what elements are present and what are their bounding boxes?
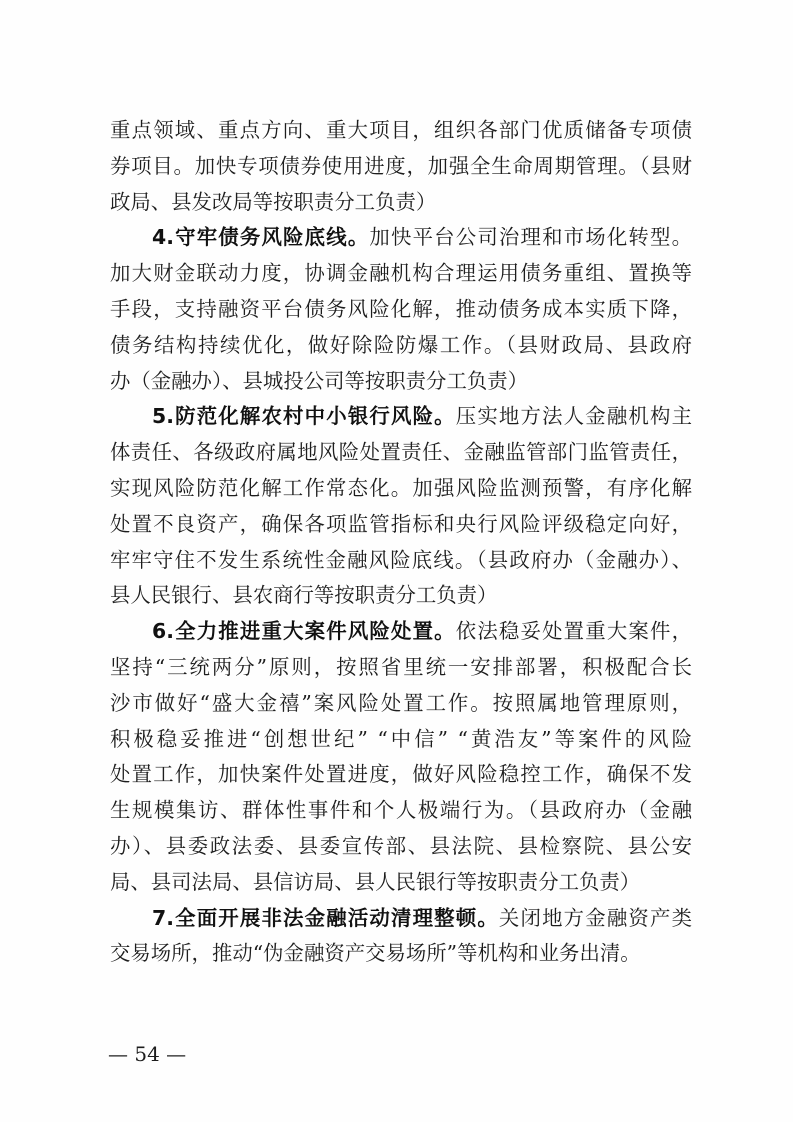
text-line: 加大财金联动力度，协调金融机构合理运用债务重组、置换等 (110, 261, 692, 286)
paragraph-4-first-line (110, 220, 692, 256)
paragraph-7-lead: 关闭地方金融资产类 (498, 905, 692, 930)
paragraph-5-first-line (110, 399, 692, 435)
text-line: 坚持“三统两分”原则，按照省里统一安排部署，积极配合长 (110, 654, 692, 679)
paragraph-6-lead: 依法稳妥处置重大案件， (455, 619, 692, 644)
text-line: 积极稳妥推进“创想世纪” “中信” “黄浩友”等案件的风险 (110, 726, 692, 751)
text-line: 实现风险防范化解工作常态化。加强风险监测预警，有序化解 (110, 475, 692, 500)
text-line: 体责任、各级政府属地风险处置责任、金融监管部门监管责任， (110, 440, 692, 465)
paragraph-6-first-line (110, 614, 692, 650)
heading-5: 5.防范化解农村中小银行风险。 (152, 404, 456, 429)
heading-4: 4.守牢债务风险底线。 (152, 225, 370, 250)
text-line: 处置不良资产，确保各项监管指标和央行风险评级稳定向好， (110, 511, 692, 536)
text-line: 债务结构持续优化，做好除险防爆工作。（县财政局、县政府 (110, 332, 692, 357)
text-line: 券项目。加快专项债券使用进度，加强全生命周期管理。（县财 (110, 153, 692, 178)
body-text (110, 113, 692, 972)
text-line: 县人民银行、县农商行等按职责分工负责） (110, 583, 498, 608)
page-number: — 54 — (108, 1042, 187, 1066)
paragraph-5-lead: 压实地方法人金融机构主 (455, 404, 692, 429)
text-line: 沙市做好“盛大金禧”案风险处置工作。按照属地管理原则， (110, 690, 692, 715)
text-line: 政局、县发改局等按职责分工负责） (110, 189, 437, 214)
text-line: 生规模集访、群体性事件和个人极端行为。（县政府办（金融 (110, 798, 692, 823)
text-line: 办）、县委政法委、县委宣传部、县法院、县检察院、县公安 (110, 833, 692, 858)
text-line: 办（金融办）、县城投公司等按职责分工负责） (110, 368, 529, 393)
heading-7: 7.全面开展非法金融活动清理整顿。 (152, 905, 499, 930)
text-line: 手段，支持融资平台债务风险化解，推动债务成本实质下降， (110, 296, 692, 321)
paragraph-7-first-line (110, 901, 692, 937)
text-line: 牢牢守住不发生系统性金融风险底线。（县政府办（金融办）、 (110, 547, 692, 572)
paragraph-4-lead: 加快平台公司治理和市场化转型。 (369, 225, 692, 250)
text-line: 重点领域、重点方向、重大项目，组织各部门优质储备专项债 (110, 118, 692, 142)
heading-6: 6.全力推进重大案件风险处置。 (152, 619, 456, 644)
text-line: 处置工作，加快案件处置进度，做好风险稳控工作，确保不发 (110, 762, 692, 787)
text-line: 交易场所，推动“伪金融资产交易场所”等机构和业务出清。 (110, 941, 641, 966)
text-line: 局、县司法局、县信访局、县人民银行等按职责分工负责） (110, 869, 641, 894)
